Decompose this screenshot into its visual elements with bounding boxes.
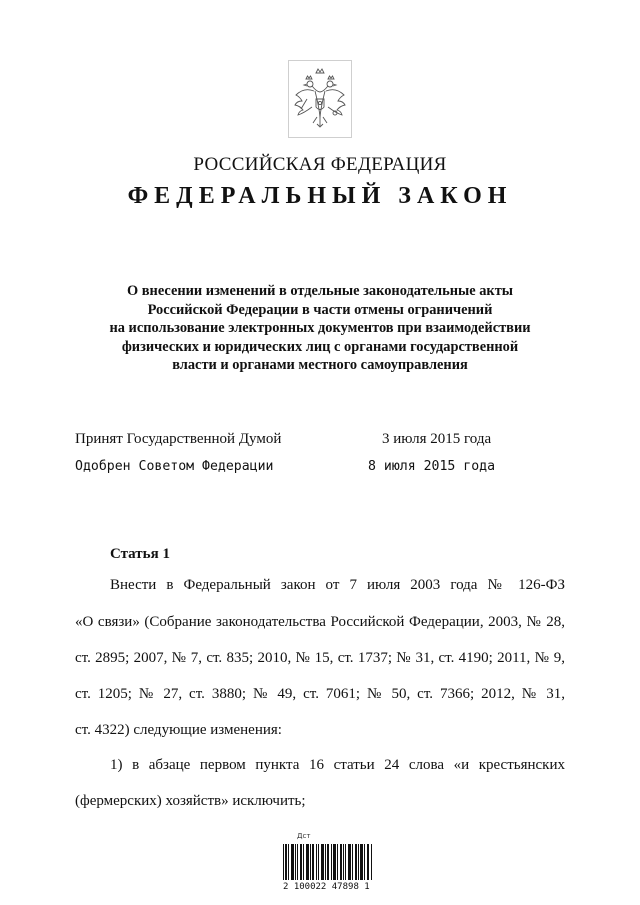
adoption-label: Одобрен Советом Федерации — [75, 459, 274, 474]
law-title — [60, 282, 580, 375]
article-line: «О связи» (Собрание законодательства Российской Федерации, 2003, № 28, — [75, 614, 565, 630]
barcode-mark: Дст — [297, 832, 311, 840]
law-type-heading: ФЕДЕРАЛЬНЫЙ ЗАКОН — [127, 183, 513, 209]
double-headed-eagle-icon — [289, 61, 351, 137]
article-line: 1) в абзаце первом пункта 16 статьи 24 слова «и крестьянских — [110, 757, 565, 773]
adoption-date: 8 июля 2015 года — [368, 459, 496, 474]
coat-of-arms-emblem — [288, 60, 352, 138]
law-title-line: Российской Федерации в части отмены ограничений — [147, 301, 493, 318]
article-line: ст. 4322) следующие изменения: — [75, 722, 282, 738]
adoption-label: Принят Государственной Думой — [75, 431, 282, 447]
state-name: РОССИЙСКАЯ ФЕДЕРАЦИЯ — [193, 154, 447, 175]
law-title-line: О внесении изменений в отдельные законодательные акты — [126, 283, 514, 299]
barcode — [283, 832, 373, 892]
law-title-line: на использование электронных документов при взаимодействии — [109, 320, 531, 336]
article-heading: Статья 1 — [110, 546, 170, 562]
article-line: Внести в Федеральный закон от 7 июля 2003 года № 126-ФЗ — [110, 577, 565, 593]
adoption-date: 3 июля 2015 года — [382, 431, 492, 447]
article-line: ст. 2895; 2007, № 7, ст. 835; 2010, № 15, ст. 1737; № 31, ст. 4190; 2011, № 9, — [75, 650, 565, 666]
law-title-line: власти и органами местного самоуправления — [172, 357, 468, 373]
article-line: ст. 1205; № 27, ст. 3880; № 49, ст. 7061; № 50, ст. 7366; 2012, № 31, — [75, 686, 565, 702]
article-line: (фермерских) хозяйств» исключить; — [75, 793, 306, 809]
barcode-bars-icon — [283, 844, 373, 880]
law-title-line: физических и юридических лиц с органами государственной — [121, 338, 519, 355]
barcode-number: 2 100022 47898 1 — [283, 882, 370, 892]
